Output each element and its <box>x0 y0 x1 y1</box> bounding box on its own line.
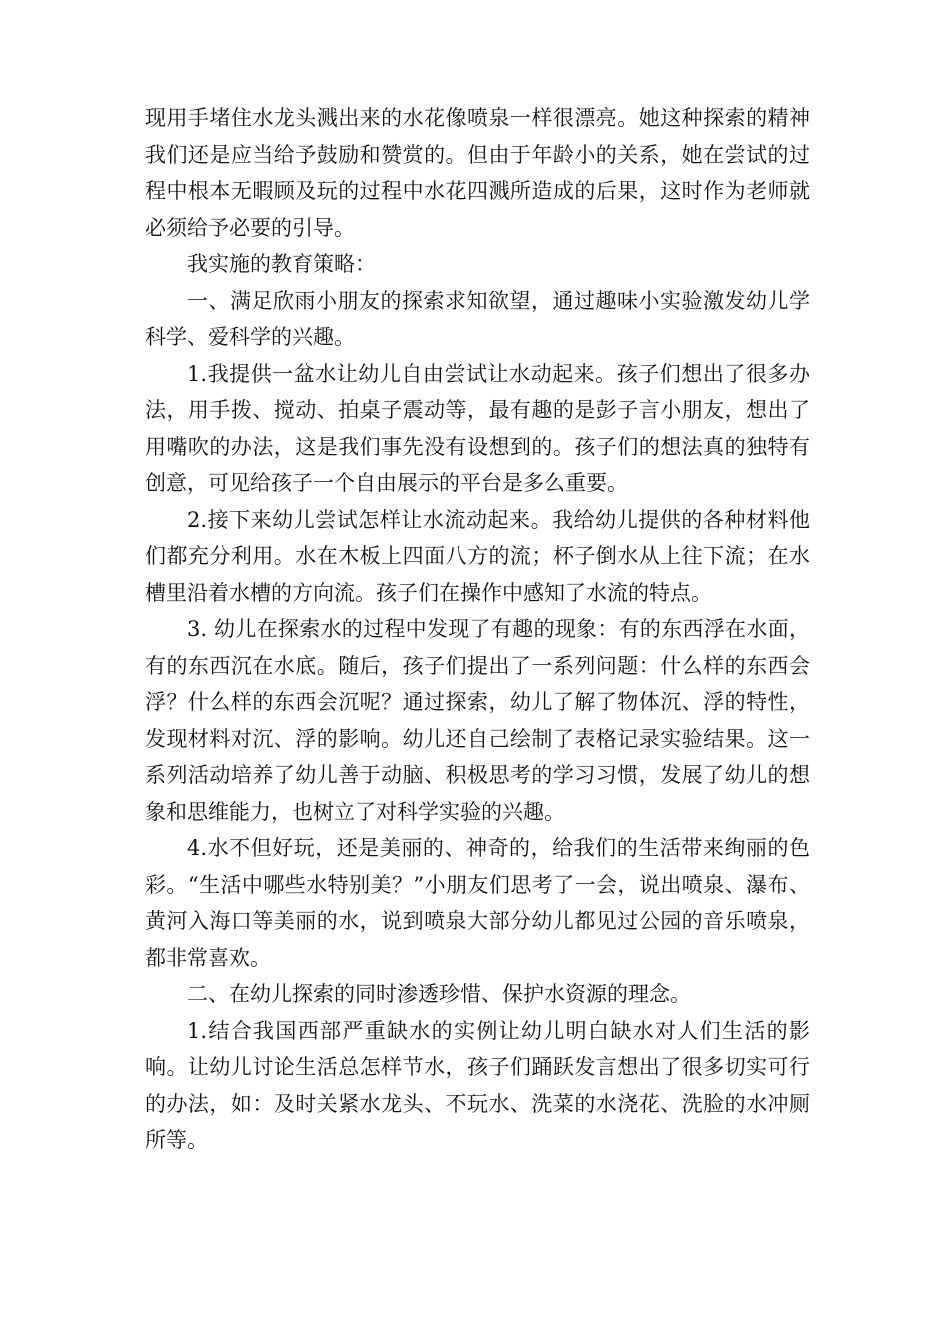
paragraph-item-3: 3. 幼儿在探索水的过程中发现了有趣的现象：有的东西浮在水面，有的东西沉在水底。随后，孩子们提出了一系列问题：什么样的东西会浮？什么样的东西会沉呢？通过探索，幼儿了解了物体沉、浮的特性，发现材料对沉、浮的影响。幼儿还自己绘制了表格记录实验结果。这一系列活动培养了幼儿善于动脑、积极思考的学习习惯，发展了幼儿的想象和思维能力，也树立了对科学实验的兴趣。 <box>145 617 810 824</box>
paragraph-section-two: 二、在幼儿探索的同时渗透珍惜、保护水资源的理念。 <box>187 982 691 1006</box>
document-body <box>145 100 810 1159</box>
paragraph-item-1: 1.我提供一盆水让幼儿自由尝试让水动起来。孩子们想出了很多办法，用手拨、搅动、拍桌子震动等，最有趣的是彭子言小朋友，想出了用嘴吹的办法，这是我们事先没有设想到的。孩子们的想法真的独特有创意，可见给孩子一个自由展示的平台是多么重要。 <box>145 361 810 495</box>
paragraph-section-one: 一、满足欣雨小朋友的探索求知欲望，通过趣味小实验激发幼儿学科学、爱科学的兴趣。 <box>145 288 810 349</box>
paragraph-section-two-item-1: 1.结合我国西部严重缺水的实例让幼儿明白缺水对人们生活的影响。让幼儿讨论生活总怎样节水，孩子们踊跃发言想出了很多切实可行的办法，如：及时关紧水龙头、不玩水、洗菜的水浇花、洗脸的水冲厕所等。 <box>145 1018 810 1152</box>
paragraph-item-2: 2.接下来幼儿尝试怎样让水流动起来。我给幼儿提供的各种材料他们都充分利用。水在木板上四面八方的流；杯子倒水从上往下流；在水槽里沿着水槽的方向流。孩子们在操作中感知了水流的特点。 <box>145 507 810 605</box>
paragraph-item-4: 4.水不但好玩，还是美丽的、神奇的，给我们的生活带来绚丽的色彩。“生活中哪些水特别美？”小朋友们思考了一会，说出喷泉、瀑布、黄河入海口等美丽的水，说到喷泉大部分幼儿都见过公园的音乐喷泉，都非常喜欢。 <box>145 836 810 970</box>
paragraph-continuation: 现用手堵住水龙头溅出来的水花像喷泉一样很漂亮。她这种探索的精神我们还是应当给予鼓励和赞赏的。但由于年龄小的关系，她在尝试的过程中根本无暇顾及玩的过程中水花四溅所造成的后果，这时作为老师就必须给予必要的引导。 <box>145 106 810 240</box>
paragraph-strategy-heading: 我实施的教育策略： <box>187 252 376 276</box>
